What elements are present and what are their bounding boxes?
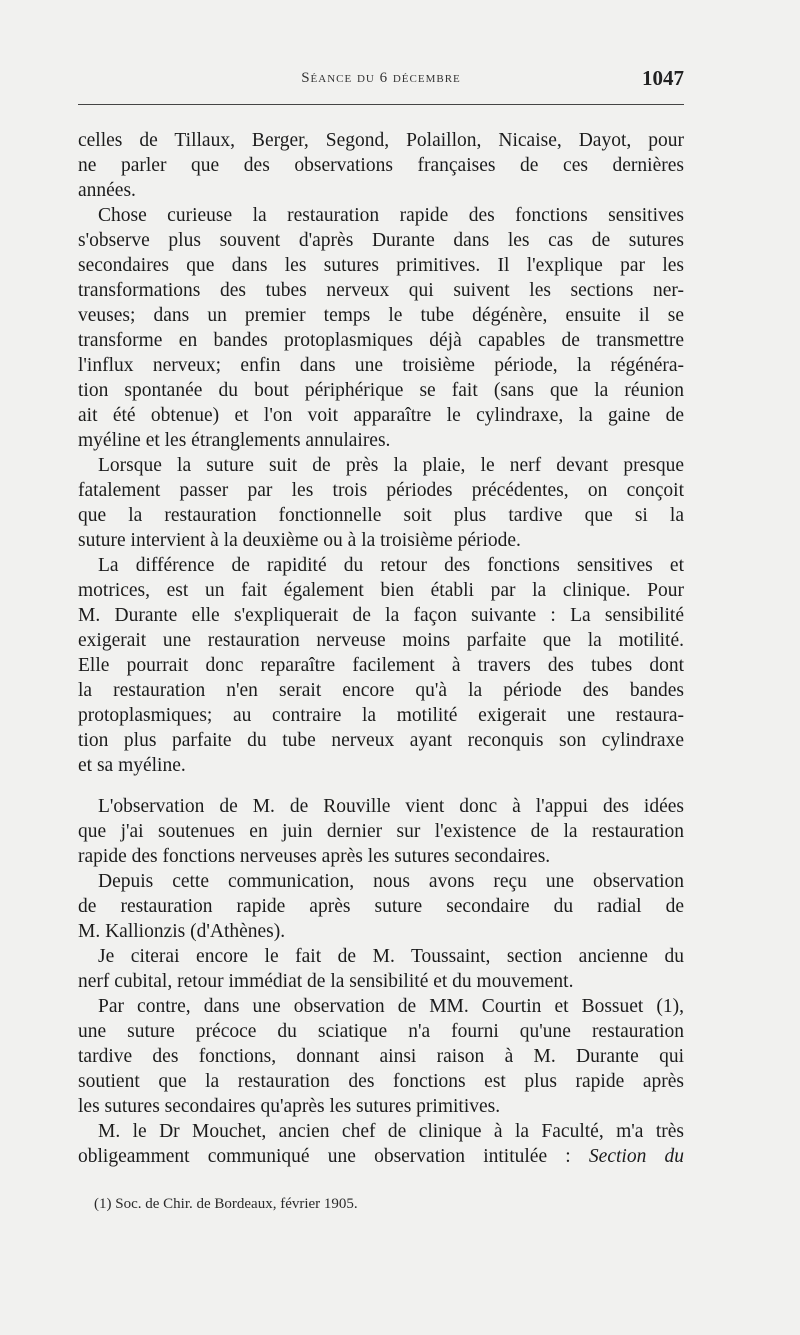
text-line [78,653,684,678]
text-line [78,553,684,578]
italic-title: Section du [588,1146,684,1167]
footnote: (1) Soc. de Chir. de Bordeaux, février 1905. [94,1196,358,1212]
line-text: myéline et les étranglements annulaires. [78,430,391,451]
body-text [78,128,684,1169]
text-line [78,403,684,428]
page-number: 1047 [642,66,684,90]
line-text: rapide des fonctions nerveuses après les sutures secondaires. [78,846,551,867]
paragraph [78,128,684,203]
text-line [78,528,684,553]
text-line [78,753,684,778]
line-text: une suture précoce du sciatique n'a fourni qu'une restauration [78,1021,684,1042]
header-rule [78,104,684,105]
line-text: tion plus parfaite du tube nerveux ayant reconquis son cylindraxe [78,730,684,751]
paragraph [78,1119,684,1169]
paragraph [78,944,684,994]
line-text: motrices, est un fait également bien établi par la clinique. Pour [78,580,684,601]
section-gap [78,778,684,794]
line-text: que la restauration fonctionnelle soit plus tardive que si la [78,505,684,526]
line-text: la restauration n'en serait encore qu'à la période des bandes [78,680,684,701]
text-line [78,303,684,328]
text-line [78,894,684,919]
page-header [78,66,684,94]
text-line [78,944,684,969]
text-line [78,703,684,728]
line-text: L'observation de M. de Rouville vient donc à l'appui des idées [98,796,684,817]
paragraph [78,203,684,453]
text-line [78,919,684,944]
line-text: les sutures secondaires qu'après les sutures primitives. [78,1096,501,1117]
text-line [78,278,684,303]
text-line [78,128,684,153]
line-text: celles de Tillaux, Berger, Segond, Polaillon, Nicaise, Dayot, pour [78,130,684,151]
line-text: nerf cubital, retour immédiat de la sensibilité et du mouvement. [78,971,574,992]
line-text: protoplasmiques; au contraire la motilité exigerait une restaura- [78,705,684,726]
text-line [78,678,684,703]
text-line [78,1094,684,1119]
line-text: transformations des tubes nerveux qui suivent les sections ner- [78,280,684,301]
line-text: ne parler que des observations françaises de ces dernières [78,155,684,176]
text-line [78,628,684,653]
text-line [78,578,684,603]
text-line [78,969,684,994]
text-line [78,1144,684,1169]
text-line [78,378,684,403]
line-text: La différence de rapidité du retour des fonctions sensitives et [98,555,684,576]
line-text: M. Durante elle s'expliquerait de la façon suivante : La sensibilité [78,605,684,626]
line-text: de restauration rapide après suture secondaire du radial de [78,896,684,917]
text-line [78,353,684,378]
line-text: transforme en bandes protoplasmiques déjà capables de transmettre [78,330,684,351]
line-text: secondaires que dans les sutures primitives. Il l'explique par les [78,255,684,276]
text-line [78,728,684,753]
line-text: tardive des fonctions, donnant ainsi raison à M. Durante qui [78,1046,684,1067]
line-text: ait été obtenue) et l'on voit apparaître le cylindraxe, la gaine de [78,405,684,426]
text-line [78,1044,684,1069]
line-text: M. le Dr Mouchet, ancien chef de clinique à la Faculté, m'a très [98,1121,684,1142]
text-line [78,153,684,178]
paragraph [78,869,684,944]
text-line [78,994,684,1019]
line-text: l'influx nerveux; enfin dans une troisième période, la régénéra- [78,355,684,376]
text-line [78,1119,684,1144]
line-text: obligeamment communiqué une observation intitulée : [78,1146,571,1167]
line-text: fatalement passer par les trois périodes précédentes, on conçoit [78,480,684,501]
line-text: Depuis cette communication, nous avons reçu une observation [98,871,684,892]
line-text: Je citerai encore le fait de M. Toussaint, section ancienne du [98,946,684,967]
line-text: suture intervient à la deuxième ou à la troisième période. [78,530,521,551]
text-line [78,203,684,228]
text-line [78,478,684,503]
line-text: exigerait une restauration nerveuse moins parfaite que la motilité. [78,630,684,651]
text-line [78,603,684,628]
text-line [78,228,684,253]
paragraph [78,794,684,869]
paragraph [78,453,684,553]
text-line [78,844,684,869]
text-line [78,453,684,478]
text-line [78,503,684,528]
line-text: Par contre, dans une observation de MM. Courtin et Bossuet (1), [98,996,684,1017]
paragraph [78,994,684,1119]
line-text: soutient que la restauration des fonctions est plus rapide après [78,1071,684,1092]
paragraph [78,553,684,778]
text-line [78,869,684,894]
text-line [78,253,684,278]
text-line [78,428,684,453]
text-line [78,794,684,819]
text-line [78,328,684,353]
line-text: années. [78,180,136,201]
line-text: Lorsque la suture suit de près la plaie, le nerf devant presque [98,455,684,476]
line-text: et sa myéline. [78,755,186,776]
line-text: Elle pourrait donc reparaître facilement à travers des tubes dont [78,655,684,676]
text-line [78,1019,684,1044]
text-line [78,178,684,203]
text-line [78,819,684,844]
running-title: Séance du 6 décembre [301,70,461,86]
line-text: que j'ai soutenues en juin dernier sur l'existence de la restauration [78,821,684,842]
line-text: Chose curieuse la restauration rapide des fonctions sensitives [98,205,684,226]
line-text: tion spontanée du bout périphérique se fait (sans que la réunion [78,380,684,401]
line-text: s'observe plus souvent d'après Durante dans les cas de sutures [78,230,684,251]
line-text: veuses; dans un premier temps le tube dégénère, ensuite il se [78,305,684,326]
text-line [78,1069,684,1094]
line-text: M. Kallionzis (d'Athènes). [78,921,286,942]
